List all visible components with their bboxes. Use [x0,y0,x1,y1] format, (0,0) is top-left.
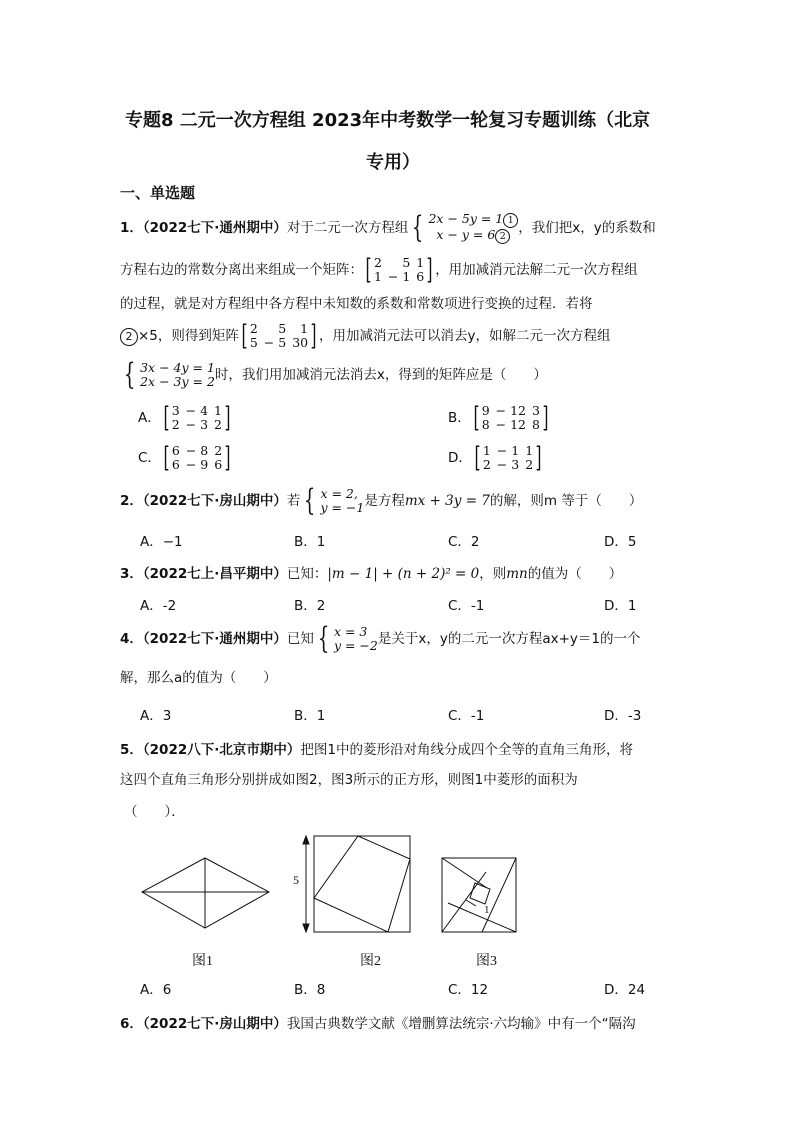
question-5-line2: 这四个直角三角形分别拼成如图2，图3所示的正方形，则图1中菱形的面积为 [120,772,578,788]
fig2-length-label: 5 [293,873,299,887]
fig3-length-label: 1 [484,904,490,916]
q2-option-c[interactable]: C．2 [448,534,480,550]
page-title-line2: 专用） [366,152,420,173]
q4-option-b[interactable]: B．1 [294,708,326,724]
q3-option-c[interactable]: C．-1 [448,598,485,614]
question-1-line5: { 3x − 4y = 1 2x − 3y = 2 时，我们用加减消元法消去x，得到的矩阵应是（ ） [120,360,547,390]
q1-text-2: ，我们把x，y的系数和 [518,220,656,236]
q5-option-c[interactable]: C．12 [448,982,489,998]
question-2: 2．（2022七下·房山期中）若 { x = 2, y = −1 是方程mx + 3y = 7的解，则m 等于（ ） [120,483,643,518]
question-3: 3．（2022七上·昌平期中）已知：|m − 1| + (n + 2)² = 0，则mn的值为（ ） [120,566,623,582]
q5-option-b[interactable]: B．8 [294,982,326,998]
q5-option-a[interactable]: A．6 [140,982,172,998]
q1-equation-system: { 2x − 5y = 1 1 x − y = 6 2 [408,212,518,244]
question-5-line3: （ ）． [124,804,185,820]
q4-option-d[interactable]: D．-3 [604,708,642,724]
page-title-line1: 专题8 二元一次方程组 2023年中考数学一轮复习专题训练（北京 [125,110,651,131]
q1-option-c[interactable]: C． [ 6 − 8 2 6 − 9 6 ] [138,441,231,474]
question-6-line1: 6．（2022七下·房山期中）我国古典数学文献《增删算法统宗·六均输》中有一个“隔沟 [120,1016,636,1032]
q4-option-c[interactable]: C．-1 [448,708,485,724]
question-1-line1 [120,212,656,244]
q2-option-d[interactable]: D．5 [604,534,637,550]
question-1-line4: 2 ×5，则得到矩阵 [ 2 5 1 5 − 5 30 ] ，用加减消元法可以消去y，如解二元一次方程组 [120,322,611,350]
q1-option-b[interactable]: B． [ 9 − 12 3 8 − 12 8 ] [448,401,549,434]
q3-option-d[interactable]: D．1 [604,598,637,614]
question-4-line2: 解，那么a的值为（ ） [120,670,277,686]
question-1-line2: 方程右边的常数分离出来组成一个矩阵： [ 2 5 1 1 − 1 6 ] ，用加减消元法解二元一次方程组 [120,253,638,286]
question-1-line3: 的过程，就是对方程组中各方程中未知数的系数和常数项进行变换的过程．若将 [120,296,593,312]
fig1-caption: 图1 [192,954,213,969]
fig2-caption: 图2 [360,954,381,969]
q2-option-a[interactable]: A．−1 [140,534,183,550]
q1-option-a[interactable]: A． [ 3 − 4 1 2 − 3 2 ] [138,401,231,434]
fig3-caption: 图3 [476,954,497,969]
q3-option-a[interactable]: A．-2 [140,598,177,614]
q1-equation-system-2: { 3x − 4y = 1 2x − 3y = 2 [123,357,215,392]
section-heading: 一、单选题 [120,184,196,202]
q4-option-a[interactable]: A．3 [140,708,172,724]
q1-matrix-b: [ 2 5 1 5 − 5 30 ] [241,319,317,352]
fig3-square [442,858,516,932]
question-4-line1: 4．（2022七下·通州期中）已知 { x = 3 y = −2 是关于x，y的二元一次方程ax+y＝1的一个 [120,621,641,656]
q5-figures [130,828,550,940]
q1-number: 1． [120,220,143,236]
fig1-rhombus [142,858,269,928]
q3-option-b[interactable]: B．2 [294,598,326,614]
q2-option-b[interactable]: B．1 [294,534,326,550]
q5-option-d[interactable]: D．24 [604,982,646,998]
q1-option-d[interactable]: D． [ 1 − 1 1 2 − 3 2 ] [448,441,542,474]
q1-matrix-a: [ 2 5 1 1 − 1 6 ] [365,253,433,286]
question-5-line1: 5．（2022八下·北京市期中）把图1中的菱形沿对角线分成四个全等的直角三角形，将 [120,742,633,758]
q1-source: （2022七下·通州期中） [142,220,287,236]
fig2-square [303,836,410,932]
q1-text: 对于二元一次方程组 [286,220,409,236]
